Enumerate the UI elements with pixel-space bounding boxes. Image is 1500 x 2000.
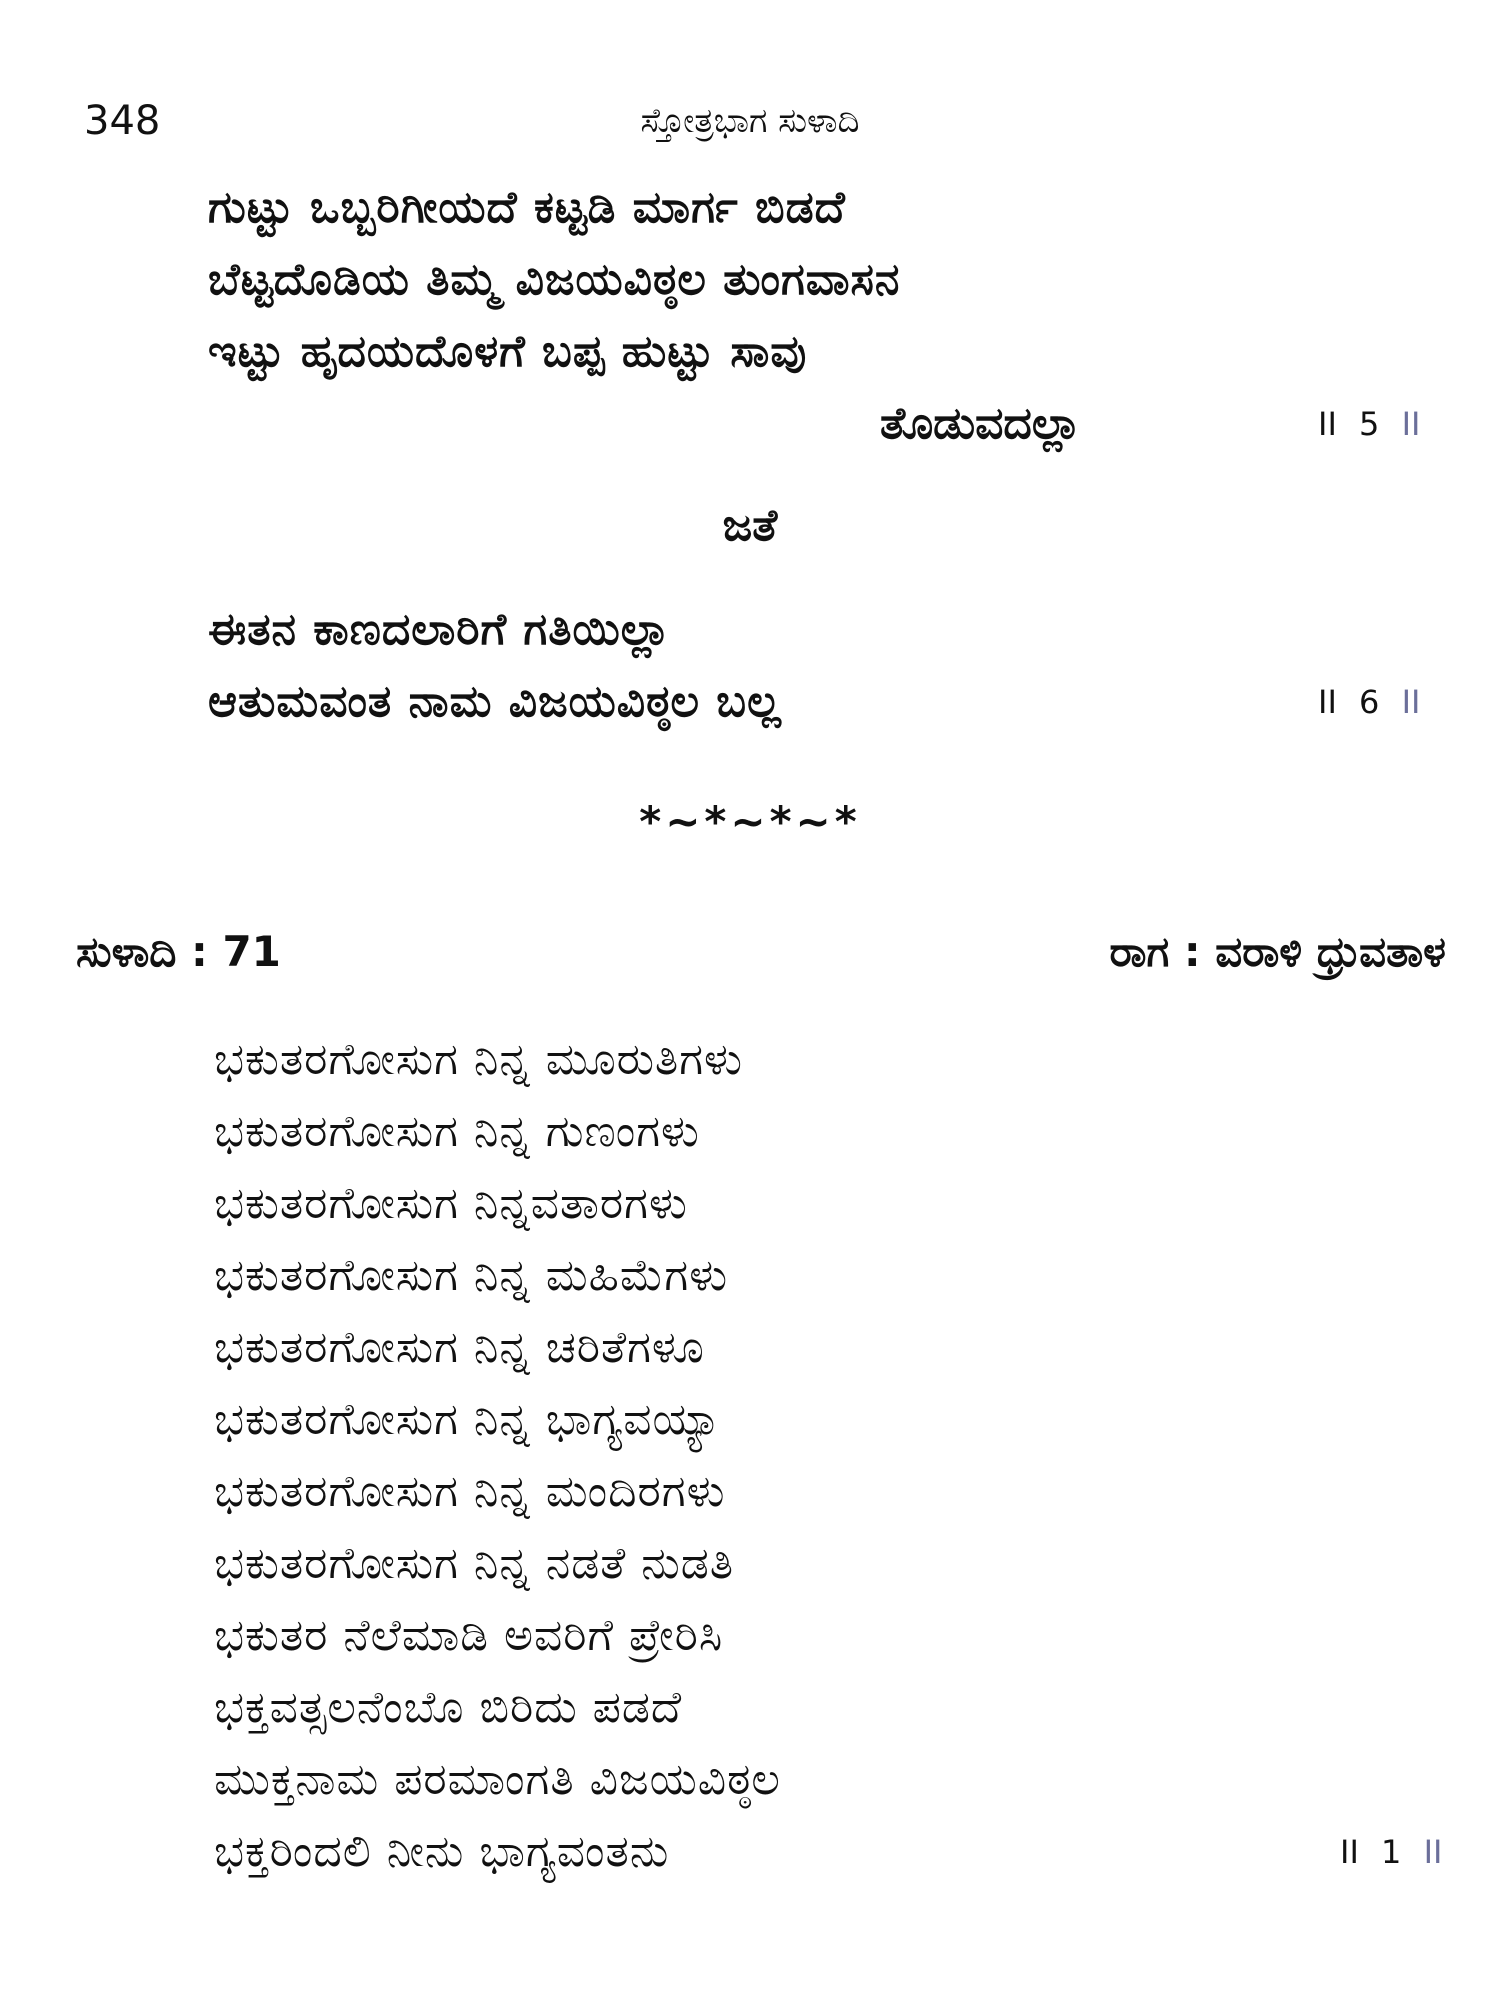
section-heading-jate: ಜತೆ: [722, 500, 778, 551]
verse-line: ಮುಕ್ತನಾಮ ಪರಮಾಂಗತಿ ವಿಜಯವಿಠ್ಠಲ: [214, 1754, 781, 1805]
verse-continuation: ತೊಡುವದಲ್ಲಾ: [880, 398, 1082, 449]
verse-bars-left: II: [1318, 405, 1337, 443]
suladi-number-label: ಸುಳಾದಿ : 71: [76, 927, 281, 976]
verse-number-1: [1340, 1822, 1442, 1882]
verse-number-value: 1: [1381, 1833, 1402, 1871]
verse-line: ಭಕುತರಗೋಸುಗ ನಿನ್ನ ನಡತೆ ನುಡತಿ: [214, 1538, 735, 1589]
raga-tala-label: ರಾಗ : ವರಾಳಿ ಧ್ರುವತಾಳ: [1109, 927, 1446, 976]
verse-line: ಭಕ್ತವತ್ಸಲನೆಂಬೊ ಬಿರಿದು ಪಡದೆ: [214, 1682, 683, 1733]
page-number: 348: [84, 98, 161, 144]
verse-line: ಭಕುತರಗೋಸುಗ ನಿನ್ನ ಮಹಿಮೆಗಳು: [214, 1250, 729, 1301]
verse-line: ಭಕುತರಗೋಸುಗ ನಿನ್ನ ಚರಿತೆಗಳೂ: [214, 1322, 705, 1373]
verse-line: ಭಕುತರ ನೆಲೆಮಾಡಿ ಅವರಿಗೆ ಪ್ರೇರಿಸಿ: [214, 1610, 724, 1661]
verse-number-6: [1318, 672, 1420, 732]
running-header: ಸ್ತೋತ್ರಭಾಗ ಸುಳಾದಿ: [640, 101, 860, 141]
verse-line: ಭಕುತರಗೋಸುಗ ನಿನ್ನ ಗುಣಂಗಳು: [214, 1106, 700, 1157]
verse-bars-right: II: [1401, 683, 1421, 721]
verse-number-5: [1318, 394, 1420, 454]
verse-bars-left: II: [1340, 1833, 1359, 1871]
verse-bars-right: II: [1423, 1833, 1443, 1871]
verse-line: ಇಟ್ಟು ಹೃದಯದೊಳಗೆ ಬಪ್ಪ ಹುಟ್ಟು ಸಾವು: [208, 326, 808, 377]
section-separator: *~*~*~*: [639, 797, 861, 846]
verse-line: ಭಕುತರಗೋಸುಗ ನಿನ್ನ ಮೂರುತಿಗಳು: [214, 1034, 743, 1085]
verse-line: ಭಕುತರಗೋಸುಗ ನಿನ್ನ ಮಂದಿರಗಳು: [214, 1466, 726, 1517]
verse-line: ಭಕುತರಗೋಸುಗ ನಿನ್ನವತಾರಗಳು: [214, 1178, 688, 1229]
verse-bars-left: II: [1318, 683, 1337, 721]
verse-bars-right: II: [1401, 405, 1421, 443]
verse-line: ಈತನ ಕಾಣದಲಾರಿಗೆ ಗತಿಯಿಲ್ಲಾ: [208, 604, 672, 655]
verse-number-value: 5: [1359, 405, 1380, 443]
verse-line: ಆತುಮವಂತ ನಾಮ ವಿಜಯವಿಠ್ಠಲ ಬಲ್ಲ: [208, 676, 782, 727]
verse-number-value: 6: [1359, 683, 1380, 721]
verse-line: ಬೆಟ್ಟದೊಡಿಯ ತಿಮ್ಮ ವಿಜಯವಿಠ್ಠಲ ತುಂಗವಾಸನ: [208, 254, 901, 305]
verse-line: ಭಕುತರಗೋಸುಗ ನಿನ್ನ ಭಾಗ್ಯವಯ್ಯಾ: [214, 1394, 723, 1445]
verse-line: ಗುಟ್ಟು ಒಬ್ಬರಿಗೀಯದೆ ಕಟ್ಟಡಿ ಮಾರ್ಗ ಬಿಡದೆ: [208, 182, 846, 233]
verse-line: ಭಕ್ತರಿಂದಲಿ ನೀನು ಭಾಗ್ಯವಂತನು: [214, 1826, 670, 1877]
